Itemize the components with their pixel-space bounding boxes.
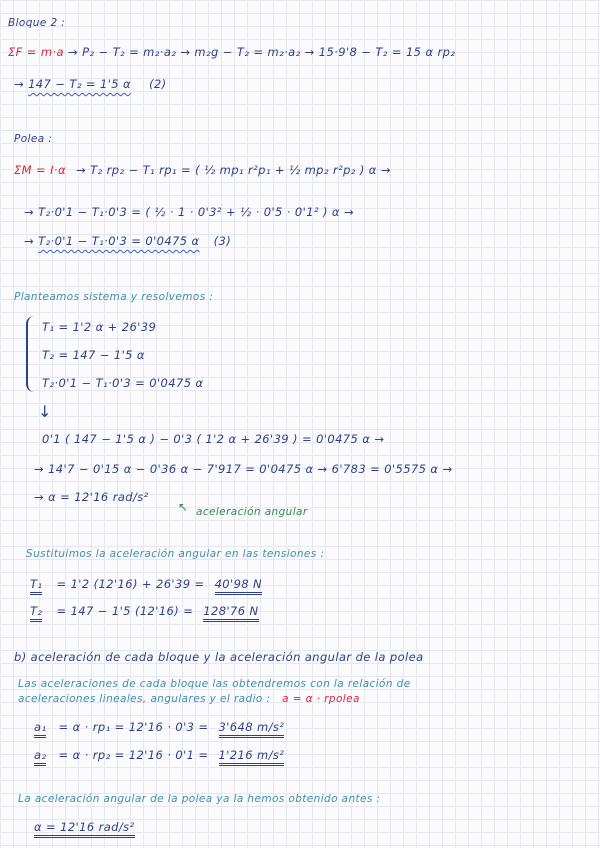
pulley-equation-line3: → T₂·0'1 − T₁·0'3 = 0'0475 α (3)	[24, 234, 232, 248]
a2-label: a₂	[34, 748, 46, 766]
system-eq2: T₂ = 147 − 1'5 α	[42, 348, 145, 362]
torque-law: ΣM = I·α	[14, 163, 66, 177]
linear-angular-relation: a = α · rpolea	[282, 693, 360, 705]
a1-expression: = α · rp₁ = 12'16 · 0'3 =	[58, 720, 209, 734]
accel-a1	[34, 720, 284, 734]
pulley-equation-line1	[14, 163, 391, 177]
accel-a2	[34, 748, 284, 762]
pulley-equation-line2: → T₂·0'1 − T₁·0'3 = ( ½ · 1 · 0'3² + ½ · 0'5 · 0'1² ) α →	[24, 205, 354, 219]
a2-value: 1'216 m/s²	[219, 748, 285, 766]
equation-2: 147 − T₂ = 1'5 α	[28, 77, 132, 91]
system-eq3: T₂·0'1 − T₁·0'3 = 0'0475 α	[42, 376, 204, 390]
equation-2-tag: (2)	[149, 77, 167, 91]
part-b-intro-text: aceleraciones lineales, angulares y el radio :	[18, 693, 271, 705]
system-step1: 0'1 ( 147 − 1'5 α ) − 0'3 ( 1'2 α + 26'39 ) = 0'0475 α →	[42, 432, 385, 446]
tensions-title: Sustituimos la aceleración angular en las tensiones :	[26, 548, 325, 560]
final-result	[34, 820, 135, 834]
system-brace	[26, 316, 38, 392]
a2-expression: = α · rp₂ = 12'16 · 0'1 =	[58, 748, 209, 762]
t2-label: T₂	[30, 604, 42, 622]
a1-value: 3'648 m/s²	[219, 720, 285, 738]
block2-title: Bloque 2 :	[8, 17, 66, 29]
system-title: Planteamos sistema y resolvemos :	[14, 291, 214, 303]
newton-second-law: ΣF = m·a	[8, 45, 64, 59]
a1-label: a₁	[34, 720, 46, 738]
t2-expression: = 147 − 1'5 (12'16) =	[56, 604, 194, 618]
pointer-arrow-icon: ↖	[178, 500, 189, 514]
system-eq1: T₁ = 1'2 α + 26'39	[42, 320, 157, 334]
final-alpha: α = 12'16 rad/s²	[34, 820, 135, 838]
equation-3-tag: (3)	[213, 234, 232, 248]
t2-value: 128'76 N	[203, 604, 258, 622]
t1-label: T₁	[30, 577, 42, 595]
equation-3: T₂·0'1 − T₁·0'3 = 0'0475 α	[38, 234, 200, 248]
block2-equation-line1	[8, 45, 455, 59]
down-arrow-icon: ↓	[38, 402, 52, 421]
closing-text: La aceleración angular de la polea ya la hemos obtenido antes :	[18, 793, 381, 805]
system-result: → α = 12'16 rad/s²	[34, 490, 149, 504]
part-b-intro-line2	[18, 692, 360, 706]
system-step2: → 14'7 − 0'15 α − 0'36 α − 7'917 = 0'0475 α → 6'783 = 0'5575 α →	[34, 462, 453, 476]
part-b-intro-line1: Las aceleraciones de cada bloque las obtendremos con la relación de	[18, 678, 411, 690]
pulley-derivation: → T₂ rp₂ − T₁ rp₁ = ( ½ mp₁ r²p₁ + ½ mp₂ r²p₂ ) α →	[76, 163, 391, 177]
system-result-note: aceleración angular	[196, 506, 308, 518]
part-b-title: b) aceleración de cada bloque y la aceleración angular de la polea	[14, 650, 424, 664]
tension-t1	[30, 577, 262, 591]
block2-equation-line2: → 147 − T₂ = 1'5 α (2)	[14, 77, 167, 91]
t1-expression: = 1'2 (12'16) + 26'39 =	[56, 577, 205, 591]
t1-value: 40'98 N	[215, 577, 263, 595]
tension-t2	[30, 604, 259, 618]
pulley-title: Polea :	[14, 133, 53, 145]
block2-derivation: → P₂ − T₂ = m₂·a₂ → m₂g − T₂ = m₂·a₂ → 15·9'8 − T₂ = 15 α rp₂	[68, 45, 456, 59]
